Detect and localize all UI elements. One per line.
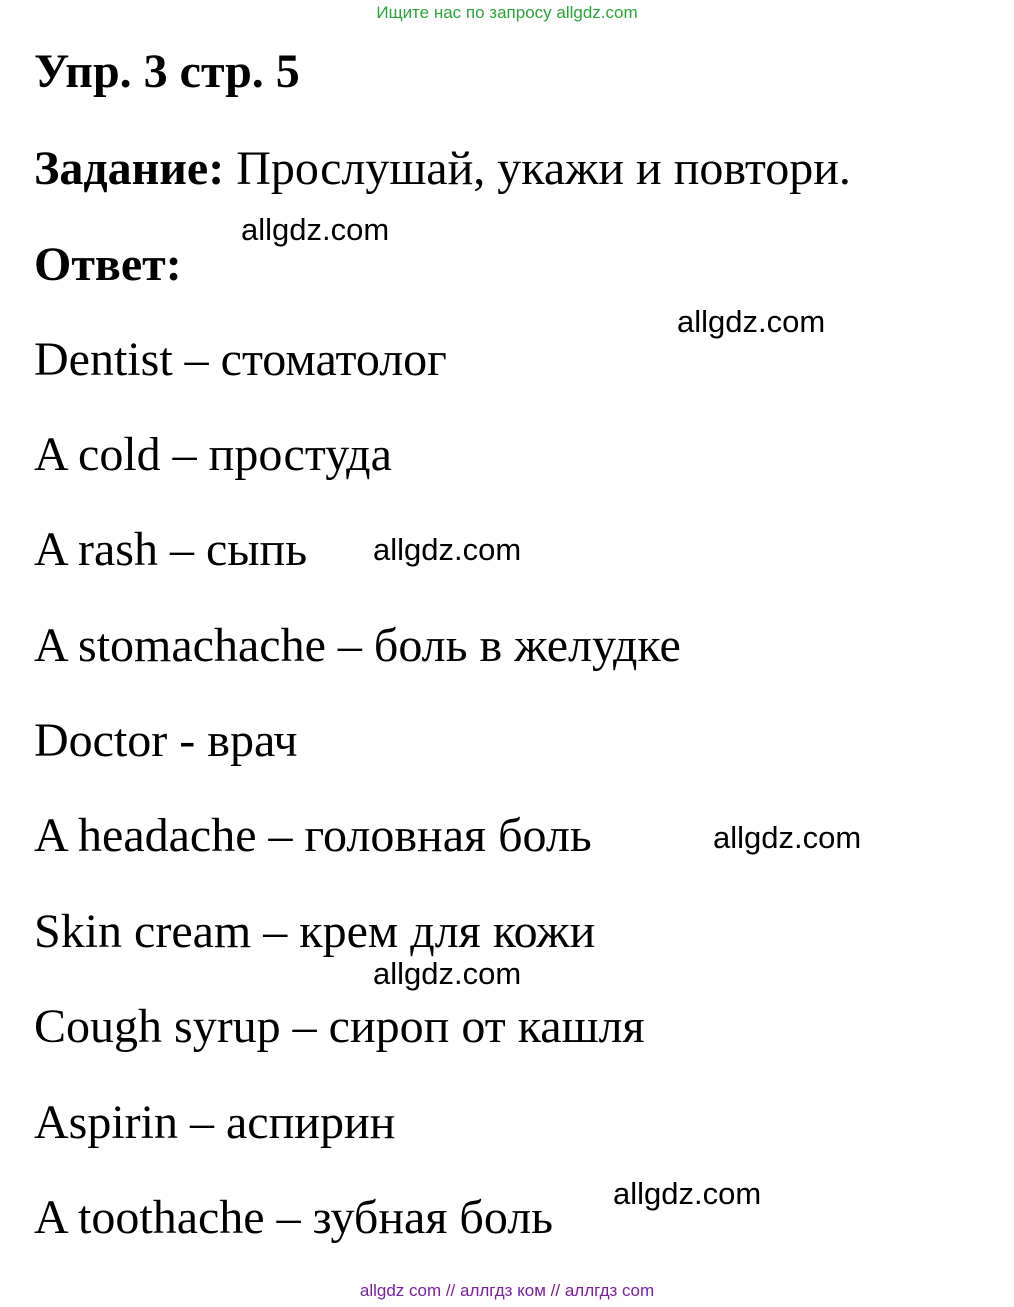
footer: allgdz com // аллгдз ком // аллгдз com — [359, 1281, 655, 1300]
task-text: Прослушай, укажи и повтори. — [236, 142, 851, 195]
watermark: allgdz.com — [677, 304, 826, 339]
task-line — [34, 141, 851, 197]
vocab-item: A toothache – зубная боль — [34, 1191, 554, 1244]
vocab-item: A cold – простуда — [34, 428, 392, 481]
watermark: allgdz.com — [241, 212, 390, 247]
vocab-item: Aspirin – аспирин — [34, 1096, 396, 1149]
top-banner: Ищите нас по запросу allgdz.com — [376, 3, 638, 22]
vocab-item: A rash – сыпь — [34, 523, 308, 576]
answer-label: Ответ: — [34, 238, 182, 291]
vocab-item: Cough syrup – сироп от кашля — [34, 1000, 645, 1053]
watermark: allgdz.com — [613, 1176, 762, 1211]
vocab-item: A headache – головная боль — [34, 809, 592, 862]
exercise-title: Упр. 3 стр. 5 — [34, 45, 300, 98]
vocab-item: Doctor - врач — [34, 714, 298, 767]
watermark: allgdz.com — [373, 956, 522, 991]
watermark: allgdz.com — [373, 532, 522, 567]
watermark: allgdz.com — [713, 820, 862, 855]
task-label: Задание: — [34, 142, 225, 195]
vocab-item: Skin cream – крем для кожи — [34, 905, 596, 958]
vocab-item: Dentist – стоматолог — [34, 333, 447, 386]
vocab-item: A stomachache – боль в желудке — [34, 619, 681, 672]
